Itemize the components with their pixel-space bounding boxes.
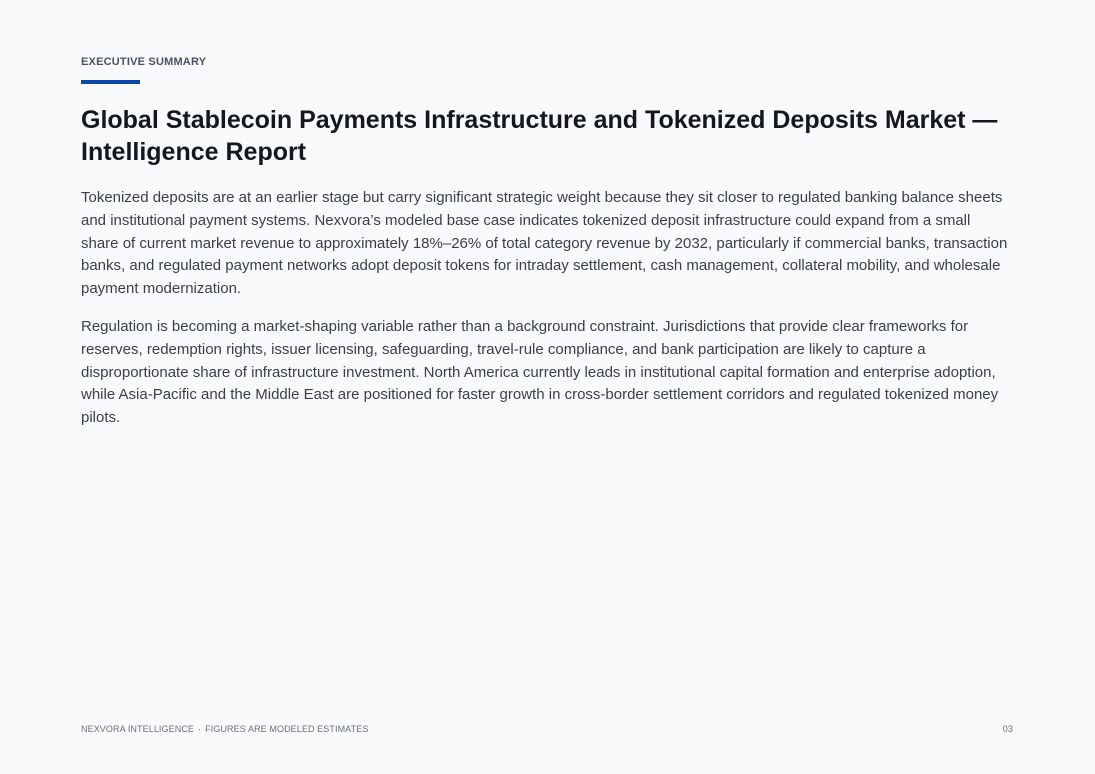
- page-title: Global Stablecoin Payments Infrastructure and Tokenized Deposits Market — Intelligence Report: [81, 106, 998, 166]
- page-number: 03: [1002, 724, 1013, 734]
- footer-note: FIGURES ARE MODELED ESTIMATES: [205, 724, 369, 734]
- summary-paragraph-2: Regulation is becoming a market-shaping variable rather than a background constraint. Jurisdictions that provide clear frameworks for reserves, redemption rights, issuer licensing, safeguarding, travel-rule compliance, and bank participation are likely to capture a disproportionate share of infrastructure investment. North America currently leads in institutional capital formation and enterprise adoption, while Asia-Pacific and the Middle East are positioned for faster growth in cross-border settlement corridors and regulated tokenized money pilots.: [81, 317, 999, 427]
- footer-left: [81, 724, 368, 734]
- section-accent-bar: [81, 80, 140, 84]
- report-page: [81, 0, 1015, 774]
- section-label: EXECUTIVE SUMMARY: [81, 56, 207, 68]
- summary-paragraph-1: Tokenized deposits are at an earlier stage but carry significant strategic weight because they sit closer to regulated banking balance sheets and institutional payment systems. Nexvora’s modeled base case indicates tokenized deposit infrastructure could expand from a small share of current market revenue to approximately 18%–26% of total category revenue by 2032, particularly if commercial banks, transaction banks, and regulated payment networks adopt deposit tokens for intraday settlement, cash management, collateral mobility, and wholesale payment modernization.: [81, 189, 1008, 298]
- page-footer: [81, 724, 1013, 734]
- footer-brand: NEXVORA INTELLIGENCE: [81, 724, 195, 734]
- footer-separator: ·: [198, 724, 202, 734]
- summary-body: [81, 187, 1011, 445]
